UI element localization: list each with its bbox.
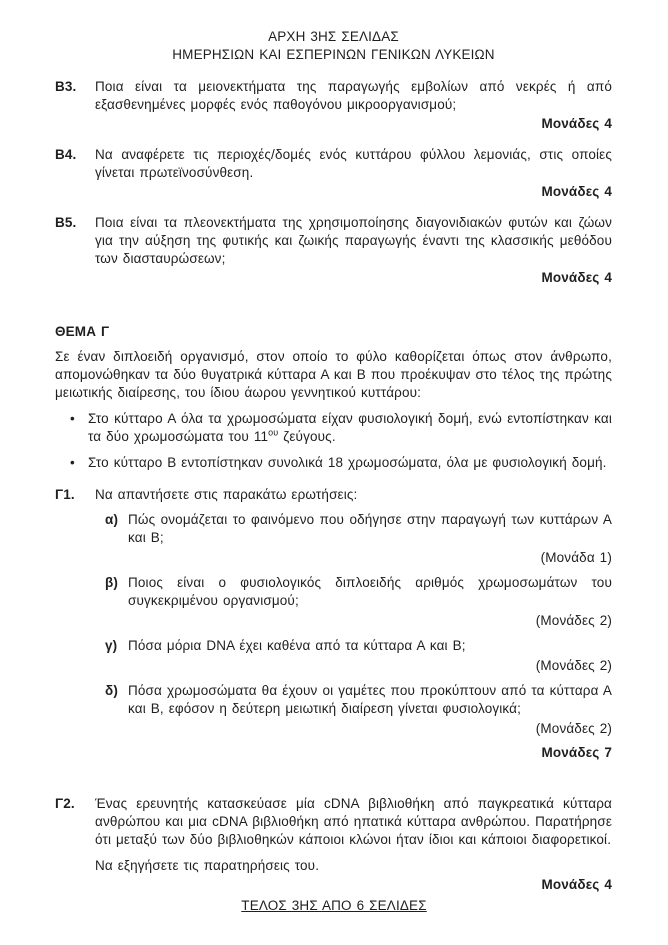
question-b5-text: Ποια είναι τα πλεονεκτήματα της χρησιμοποίησης διαγονιδιακών φυτών και ζώων για την αύξηση της φυτικής και ζωικής παραγωγής έναντι της κλασσικής μεθόδου των διασταυρώσεων;: [95, 215, 612, 266]
subquestion-d-letter: δ): [105, 683, 118, 698]
subquestion-d-body: [128, 682, 612, 738]
question-g2-body: [95, 795, 612, 894]
theme-c-intro: Σε έναν διπλοειδή οργανισμό, στον οποίο το φύλο καθορίζεται όπως στον άνθρωπο, απομονώθηκαν τα δύο θυγατρικά κύτταρα Α και Β που προέκυψαν στο τέλος της πρώτης μειωτικής διαίρεσης, του ίδιου άωρου γεννητικού κυττάρου:: [55, 349, 612, 400]
bullet-marker: •: [70, 455, 75, 470]
bullet-text-cell-a: [88, 410, 612, 446]
question-g2-points: Μονάδες 4: [541, 877, 612, 892]
subquestion-a-text: Πώς ονομάζεται το φαινόμενο που οδήγησε στην παραγωγή των κυττάρων Α και Β;: [128, 512, 612, 545]
question-b3-number: Β3.: [55, 79, 77, 94]
question-b5: [55, 214, 612, 287]
page-header: [55, 28, 612, 64]
question-b3-text: Ποια είναι τα μειονεκτήματα της παραγωγής εμβολίων από νεκρές ή από εξασθενημένες μορφές ενός παθογόνου μικροοργανισμού;: [95, 79, 612, 112]
bullet-marker: •: [70, 411, 75, 426]
bullet-item-cell-b: [70, 454, 612, 472]
question-g2: [55, 795, 612, 894]
question-b4-number: Β4.: [55, 147, 77, 162]
subquestion-c: [95, 637, 612, 675]
subquestion-b-letter: β): [105, 575, 119, 590]
subquestion-d-points: (Μονάδες 2): [535, 721, 612, 736]
theme-c-title: ΘΕΜΑ Γ: [55, 324, 110, 339]
bullet-text-after-sup: ζεύγους.: [278, 429, 336, 444]
question-g1-intro: Να απαντήσετε στις παρακάτω ερωτήσεις:: [95, 487, 358, 502]
subquestion-a-points: (Μονάδα 1): [540, 550, 612, 565]
question-b4-points: Μονάδες 4: [541, 184, 612, 199]
subquestion-a-body: [128, 511, 612, 567]
question-g1: [55, 486, 612, 762]
question-b5-points: Μονάδες 4: [541, 270, 612, 285]
question-g1-total-points: Μονάδες 7: [541, 745, 612, 760]
question-g2-text2: Να εξηγήσετε τις παρατηρήσεις του.: [95, 858, 320, 873]
question-b4-body: [95, 146, 612, 201]
subquestion-c-body: [128, 637, 612, 675]
question-b4: [55, 146, 612, 201]
bullet-item-cell-a: [70, 410, 612, 446]
ordinal-superscript: ου: [268, 427, 279, 438]
question-b5-number: Β5.: [55, 215, 77, 230]
header-line-1: ΑΡΧΗ 3ΗΣ ΣΕΛΙΔΑΣ: [268, 29, 399, 44]
subquestion-a-letter: α): [105, 512, 119, 527]
header-line-2: ΗΜΕΡΗΣΙΩΝ ΚΑΙ ΕΣΠΕΡΙΝΩΝ ΓΕΝΙΚΩΝ ΛΥΚΕΙΩΝ: [172, 47, 495, 62]
subquestion-b-points: (Μονάδες 2): [535, 613, 612, 628]
bullet-text-before-sup: Στο κύτταρο Α όλα τα χρωμοσώματα είχαν φυσιολογική δομή, ενώ εντοπίστηκαν και τα δύο χρωμοσώματα του 11: [88, 411, 612, 444]
question-b3: [55, 78, 612, 133]
question-b4-text: Να αναφέρετε τις περιοχές/δομές ενός κυττάρου φύλλου λεμονιάς, στις οποίες γίνεται πρωτεϊνοσύνθεση.: [95, 147, 612, 180]
subquestion-c-points: (Μονάδες 2): [535, 658, 612, 673]
subquestion-b: [95, 574, 612, 630]
subquestion-d: [95, 682, 612, 738]
footer-text: ΤΕΛΟΣ 3ΗΣ ΑΠΟ 6 ΣΕΛΙΔΕΣ: [241, 898, 427, 913]
question-g1-number: Γ1.: [55, 487, 75, 502]
question-g2-number: Γ2.: [55, 796, 75, 811]
page-footer: [0, 897, 668, 915]
subquestion-c-letter: γ): [105, 638, 118, 653]
subquestion-b-body: [128, 574, 612, 630]
bullet-text-cell-b: Στο κύτταρο Β εντοπίστηκαν συνολικά 18 χρωμοσώματα, όλα με φυσιολογική δομή.: [88, 455, 607, 470]
question-g1-body: [95, 486, 612, 762]
question-b5-body: [95, 214, 612, 287]
subquestion-a: [95, 511, 612, 567]
question-g2-text: Ένας ερευνητής κατασκεύασε μία cDNA βιβλιοθήκη από παγκρεατικά κύτταρα ανθρώπου και μια cDNA βιβλιοθήκη από ηπατικά κύτταρα ανθρώπου. Παρατήρησε ότι μεταξύ των δύο βιβλιοθηκών κάποιοι κλώνοι ήταν ίδιοι και κάποιοι διαφορετικοί.: [95, 796, 612, 847]
subquestion-d-text: Πόσα χρωμοσώματα θα έχουν οι γαμέτες που προκύπτουν από τα κύτταρα Α και Β, εφόσον η δεύτερη μειωτική διαίρεση γίνεται φυσιολογικά;: [128, 683, 612, 716]
subquestion-c-text: Πόσα μόρια DNA έχει καθένα από τα κύτταρα Α και Β;: [128, 638, 466, 653]
question-b3-body: [95, 78, 612, 133]
theme-c-bullet-list: [55, 410, 612, 472]
question-b3-points: Μονάδες 4: [541, 116, 612, 131]
subquestion-b-text: Ποιος είναι ο φυσιολογικός διπλοειδής αριθμός χρωμοσωμάτων του συγκεκριμένου οργανισμού;: [128, 575, 612, 608]
